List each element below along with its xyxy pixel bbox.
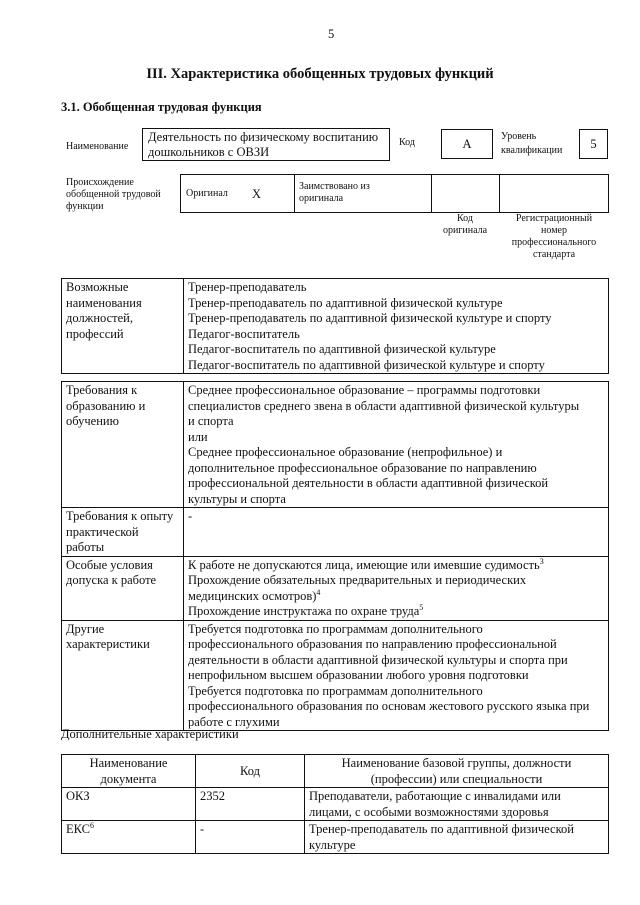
reg-caption-line4: стандарта [532, 249, 576, 260]
subsection-title: 3.1. Обобщенная трудовая функция [61, 100, 262, 114]
footnote-ref: 3 [539, 556, 544, 566]
name-cell-line: Преподаватели, работающие с инвалидами или [309, 789, 561, 803]
origin-label-line3: функции [66, 201, 104, 212]
other-row [62, 620, 609, 731]
doc-name: ЕКС [66, 822, 90, 836]
position-item: Педагог-воспитатель по адаптивной физической культуре [188, 342, 496, 356]
experience-value: - [184, 508, 609, 557]
origin-divider-2 [431, 175, 432, 212]
education-line: культуры и спорта [188, 491, 286, 506]
col-code-header: Код [196, 755, 305, 788]
footnote-ref: 4 [316, 587, 321, 597]
positions-label-line: должностей, [66, 311, 133, 325]
table-row [62, 788, 609, 821]
education-label [62, 382, 184, 508]
position-item: Тренер-преподаватель по адаптивной физической культуре и спорту [188, 311, 552, 325]
code-caption [431, 213, 499, 237]
code-label: Код [399, 137, 415, 148]
admission-line-text: медицинских осмотров) [188, 588, 317, 603]
level-label-line1: Уровень [501, 131, 537, 142]
name-value-line1: Деятельность по физическому воспитанию [148, 130, 379, 144]
position-item: Тренер-преподаватель по адаптивной физической культуре [188, 295, 503, 310]
experience-row [62, 508, 609, 557]
original-mark: X [252, 187, 262, 201]
other-line: Требуется подготовка по программам дополнительного [188, 683, 483, 698]
original-label: Оригинал [186, 188, 228, 199]
col-document-header-line: Наименование [89, 756, 168, 770]
other-label-line: характеристики [66, 637, 150, 651]
admission-line-text: Прохождение инструктажа по охране труда [188, 604, 420, 618]
other-label-line: Другие [66, 621, 105, 636]
education-line: специалистов среднего звена в области адаптивной физической культуры [188, 398, 580, 413]
origin-divider-3 [499, 175, 500, 212]
name-cell-line: культуре [309, 837, 356, 852]
other-label [62, 620, 184, 731]
level-label-line2: квалификации [501, 145, 563, 156]
experience-label-line: работы [66, 540, 105, 554]
borrowed-label-line2: оригинала [299, 193, 344, 204]
level-value-box [579, 129, 608, 159]
code-cell: 2352 [196, 788, 305, 821]
education-line: профессиональной деятельности в области адаптивной физической [188, 476, 549, 490]
admission-line [188, 558, 604, 574]
admission-line-text: К работе не допускаются лица, имеющие или имевшие судимость [188, 557, 540, 572]
reg-caption-line2: номер [541, 225, 567, 236]
education-line: Среднее профессиональное образование (непрофильное) и [188, 445, 503, 459]
positions-label-line: Возможные [66, 280, 129, 294]
admission-line [188, 604, 604, 620]
name-cell [305, 821, 609, 854]
experience-label-line: Требования к опыту [66, 509, 174, 523]
experience-label [62, 508, 184, 557]
admission-label-line: Особые условия [66, 557, 153, 572]
other-line: непрофильном высшем образовании любого уровня подготовки [188, 668, 529, 682]
reg-caption-line3: профессионального [511, 237, 597, 248]
other-line: Требуется подготовка по программам дополнительного [188, 621, 483, 636]
requirements-table [61, 381, 609, 731]
footnote-ref: 5 [419, 602, 424, 612]
admission-value [184, 556, 609, 620]
education-row [62, 382, 609, 508]
reg-caption-line1: Регистрационный [515, 213, 593, 224]
education-value [184, 382, 609, 508]
positions-label-line: профессий [66, 326, 124, 341]
position-item: Педагог-воспитатель по адаптивной физической культуре и спорту [188, 357, 545, 372]
name-cell [305, 788, 609, 821]
doc-cell [62, 821, 196, 854]
other-line: деятельности в области адаптивной физической культуры и спорта при [188, 652, 568, 667]
positions-list [184, 279, 609, 374]
experience-label-line: практической [66, 524, 139, 539]
code-value: А [462, 137, 472, 151]
other-line: профессионального образования по направлению профессиональной [188, 637, 557, 651]
col-name-header [305, 755, 609, 788]
position-item: Педагог-воспитатель [188, 326, 300, 341]
table-row [62, 821, 609, 854]
code-caption-line2: оригинала [442, 225, 488, 236]
positions-table [61, 278, 609, 374]
additional-title: Дополнительные характеристики [61, 727, 239, 741]
additional-header-row [62, 755, 609, 788]
origin-label-line1: Происхождение [66, 177, 134, 188]
doc-name: ОКЗ [66, 789, 90, 803]
origin-box [180, 174, 609, 213]
footnote-ref: 6 [90, 820, 94, 830]
education-line: дополнительное профессиональное образование по направлению [188, 460, 537, 475]
page-number: 5 [328, 27, 335, 41]
name-cell-line: Тренер-преподаватель по адаптивной физической [309, 822, 574, 836]
name-cell-line: лицами, с особыми возможностями здоровья [309, 804, 549, 819]
positions-label [62, 279, 184, 374]
additional-table [61, 754, 609, 854]
other-value [184, 620, 609, 731]
admission-label [62, 556, 184, 620]
name-value-box [142, 128, 390, 161]
education-line: Среднее профессиональное образование – программы подготовки [188, 383, 541, 397]
borrowed-label-line1: Заимствовано из [299, 181, 370, 192]
admission-line: Прохождение обязательных предварительных и периодических [188, 573, 527, 587]
level-value: 5 [590, 137, 597, 151]
origin-label-line2: обобщенной трудовой [66, 189, 161, 200]
col-document-header-line: документа [100, 771, 157, 786]
col-document-header [62, 755, 196, 788]
other-line: профессионального образования по основам жестового русского языка при [188, 699, 590, 713]
code-value-box [441, 129, 493, 159]
education-label-line: обучению [66, 414, 119, 428]
origin-divider-1 [294, 175, 295, 212]
reg-caption [499, 213, 609, 261]
name-label: Наименование [66, 141, 129, 152]
admission-label-line: допуска к работе [66, 573, 157, 587]
col-name-header-line: (профессии) или специальности [370, 771, 543, 786]
other-line: работе с глухими [188, 714, 280, 729]
section-title: III. Характеристика обобщенных трудовых функций [146, 66, 494, 82]
positions-label-line: наименования [66, 295, 142, 310]
admission-line [188, 589, 604, 605]
education-line: и спорта [188, 414, 234, 428]
doc-cell [62, 788, 196, 821]
code-caption-line1: Код [457, 213, 473, 224]
name-value-line2: дошкольников с ОВЗИ [148, 145, 270, 159]
education-label-line: Требования к [66, 383, 138, 397]
education-label-line: образованию и [66, 398, 146, 413]
admission-row [62, 556, 609, 620]
position-item: Тренер-преподаватель [188, 280, 307, 294]
col-name-header-line: Наименование базовой группы, должности [341, 756, 572, 770]
code-cell: - [196, 821, 305, 854]
positions-row [62, 279, 609, 374]
education-line: или [188, 429, 208, 444]
